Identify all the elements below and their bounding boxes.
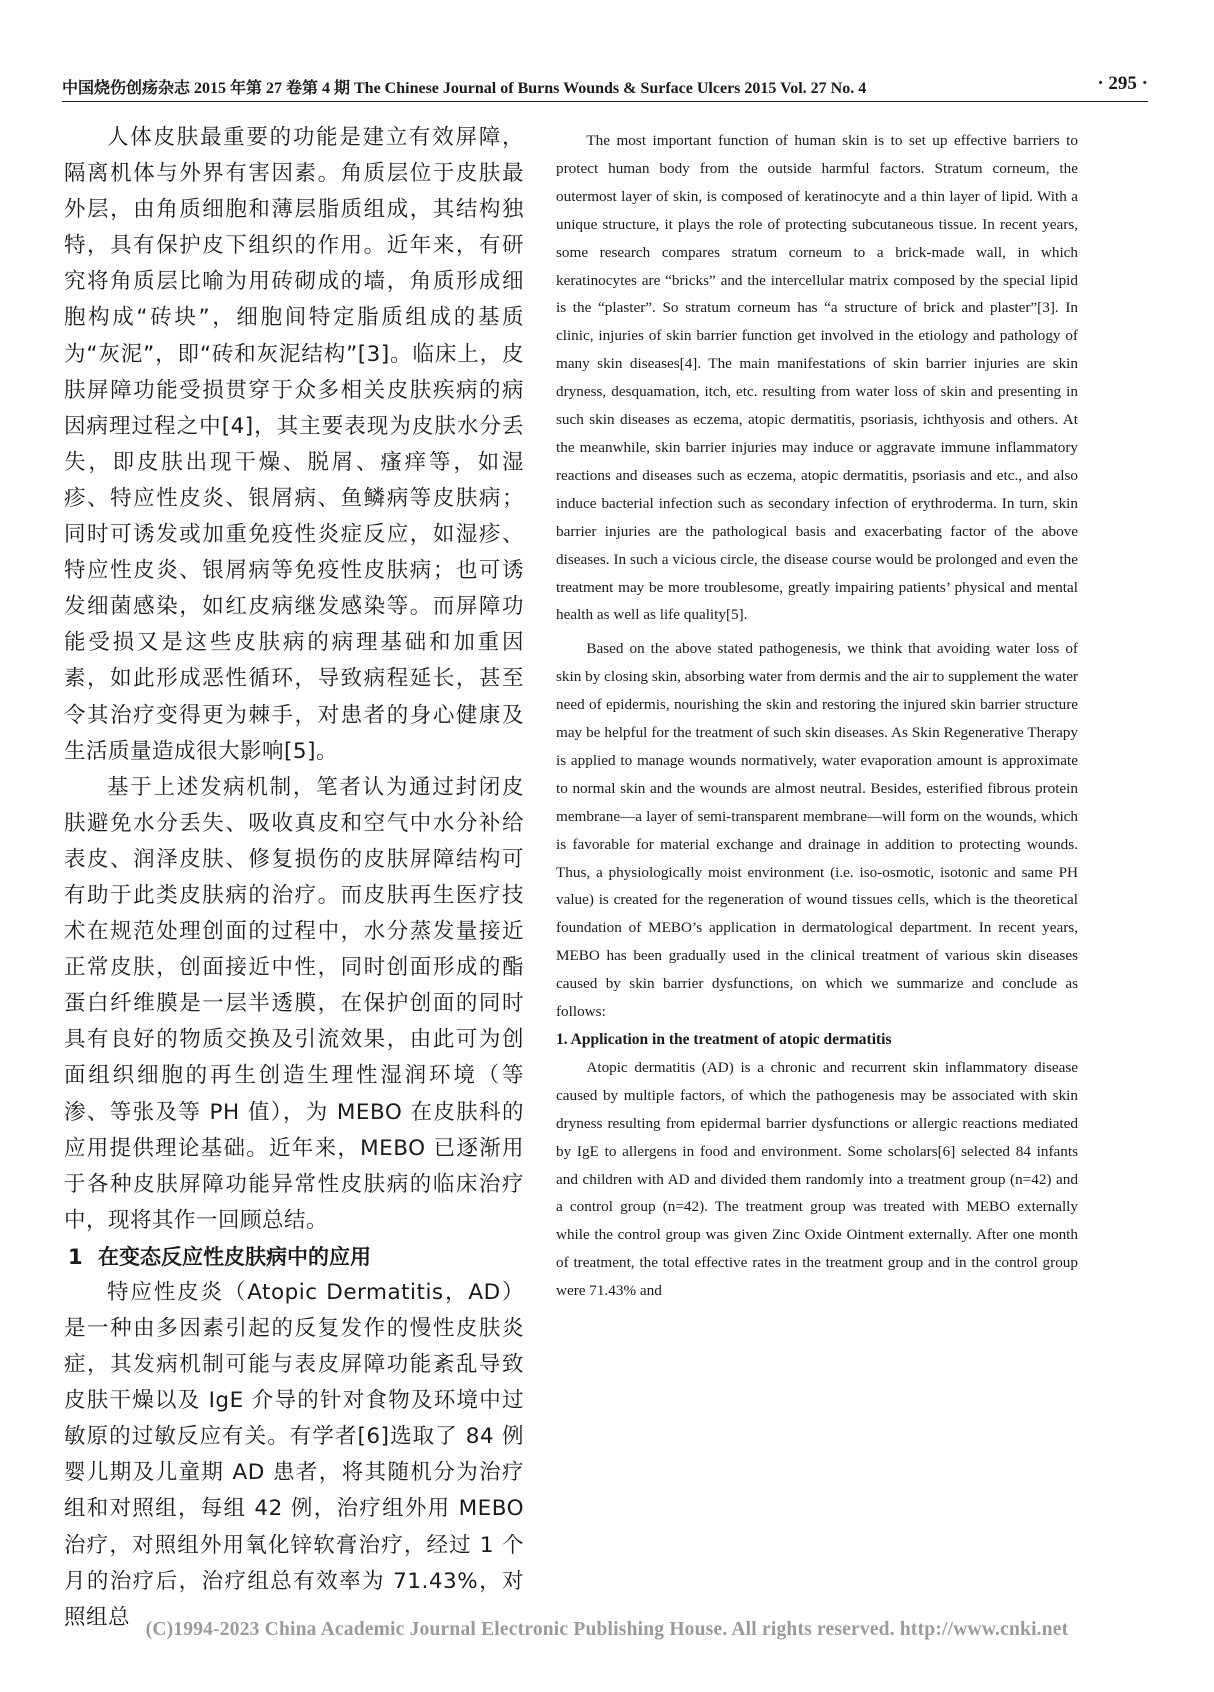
en-paragraph-1: The most important function of human skin is to set up effective barriers to protect human body from the outside harmful factors. Stratum corneum, the outermost layer of skin, is composed of keratinocyte and a thin layer of lipid. With a unique structure, it plays the role of protecting subcutaneous tissue. In recent years, some research compares stratum corneum to a brick-made wall, in which keratinocytes are “bricks” and the intercellular matrix composed by the special lipid is the “plaster”. So stratum corneum has “a structure of brick and plaster”[3]. In clinic, injuries of skin barrier function get involved in the etiology and pathology of many skin diseases[4]. The main manifestations of skin barrier injuries are skin dryness, desquamation, itch, etc. resulting from water loss of skin and presenting in such skin diseases as eczema, atopic dermatitis, psoriasis, ichthyosis and others. At the meanwhile, skin barrier injuries may induce or aggravate immune inflammatory reactions and diseases such as eczema, atopic dermatitis, psoriasis and etc., and also induce bacterial infection such as secondary infection of erythroderma. In turn, skin barrier injuries are the pathological basis and exacerbating factor of the above diseases. In such a vicious circle, the disease course would be prolonged and even the treatment may be more troublesome, greatly impairing patients’ physical and mental health as well as life quality[5].	[556, 132, 1078, 624]
cn-section-title: 在变态反应性皮肤病中的应用	[98, 1244, 371, 1269]
running-header	[62, 75, 1148, 102]
english-column	[556, 127, 1078, 1305]
cn-section-heading-1	[64, 1239, 524, 1275]
en-paragraph-3: Atopic dermatitis (AD) is a chronic and recurrent skin inflammatory disease caused by multiple factors, of which the pathogenesis may be associated with skin dryness resulting from epidermal barrier dysfunctions or allergic reactions mediated by IgE to allergens in food and environment. Some scholars[6] selected 84 infants and children with AD and divided them randomly into a treatment group (n=42) and a control group (n=42). The treatment group was treated with MEBO externally while the control group was given Zinc Oxide Ointment externally. After one month of treatment, the total effective rates in the treatment group and in the control group were 71.43% and	[556, 1058, 1078, 1300]
journal-citation: 中国烧伤创疡杂志 2015 年第 27 卷第 4 期 The Chinese Journal of Burns Wounds & Surface Ulcers 2015 Vol. 27 No. 4	[62, 80, 867, 97]
en-section-heading-1: 1. Application in the treatment of atopic dermatitis	[556, 1031, 892, 1048]
cn-section-number: 1	[68, 1244, 83, 1269]
en-paragraph-2: Based on the above stated pathogenesis, we think that avoiding water loss of skin by closing skin, absorbing water from dermis and the air to supplement the water need of epidermis, nourishing the skin and restoring the injured skin barrier structure may be helpful for the treatment of such skin diseases. As Skin Regenerative Therapy is applied to manage wounds normatively, water evaporation amount is approximate to normal skin and the wounds are almost neutral. Besides, esterified fibrous protein membrane—a layer of semi-transparent membrane—will form on the wounds, which is favorable for material exchange and drainage in addition to protecting wounds. Thus, a physiologically moist environment (i.e. iso-osmotic, isotonic and same PH value) is created for the regeneration of wound tissues cells, which is the theoretical foundation of MEBO’s application in dermatological department. In recent years, MEBO has been gradually used in the clinical treatment of various skin diseases caused by skin barrier dysfunctions, on which we summarize and conclude as follows:	[556, 640, 1078, 1021]
cn-paragraph-3: 特应性皮炎（Atopic Dermatitis，AD）是一种由多因素引起的反复发作的慢性皮肤炎症，其发病机制可能与表皮屏障功能紊乱导致皮肤干燥以及 IgE 介导的针对食物及环境中过敏原的过敏反应有关。有学者[6]选取了 84 例婴儿期及儿童期 AD 患者，将其随机分为治疗组和对照组，每组 42 例，治疗组外用 MEBO 治疗，对照组外用氧化锌软膏治疗，经过 1 个月的治疗后，治疗组总有效率为 71.43%，对照组总	[64, 1279, 524, 1630]
copyright-watermark: (C)1994-2023 China Academic Journal Electronic Publishing House. All rights reserved. http://www.cnki.net	[145, 1619, 1069, 1640]
chinese-column	[64, 120, 524, 1636]
cn-paragraph-2: 基于上述发病机制，笔者认为通过封闭皮肤避免水分丢失、吸收真皮和空气中水分补给表皮、润泽皮肤、修复损伤的皮肤屏障结构可有助于此类皮肤病的治疗。而皮肤再生医疗技术在规范处理创面的过程中，水分蒸发量接近正常皮肤，创面接近中性，同时创面形成的酯蛋白纤维膜是一层半透膜，在保护创面的同时具有良好的物质交换及引流效果，由此可为创面组织细胞的再生创造生理性湿润环境（等渗、等张及等 PH 值），为 MEBO 在皮肤科的应用提供理论基础。近年来，MEBO 已逐渐用于各种皮肤屏障功能异常性皮肤病的临床治疗中，现将其作一回顾总结。	[64, 774, 524, 1233]
cn-paragraph-1: 人体皮肤最重要的功能是建立有效屏障，隔离机体与外界有害因素。角质层位于皮肤最外层，由角质细胞和薄层脂质组成，其结构独特，具有保护皮下组织的作用。近年来，有研究将角质层比喻为用砖砌成的墙，角质形成细胞构成“砖块”，细胞间特定脂质组成的基质为“灰泥”，即“砖和灰泥结构”[3]。临床上，皮肤屏障功能受损贯穿于众多相关皮肤疾病的病因病理过程之中[4]，其主要表现为皮肤水分丢失，即皮肤出现干燥、脱屑、瘙痒等，如湿疹、特应性皮炎、银屑病、鱼鳞病等皮肤病；同时可诱发或加重免疫性炎症反应，如湿疹、特应性皮炎、银屑病等免疫性皮肤病；也可诱发细菌感染，如红皮病继发感染等。而屏障功能受损又是这些皮肤病的病理基础和加重因素，如此形成恶性循环，导致病程延长，甚至令其治疗变得更为棘手，对患者的身心健康及生活质量造成很大影响[5]。	[64, 125, 524, 764]
page-number: · 295 ·	[1097, 73, 1148, 94]
